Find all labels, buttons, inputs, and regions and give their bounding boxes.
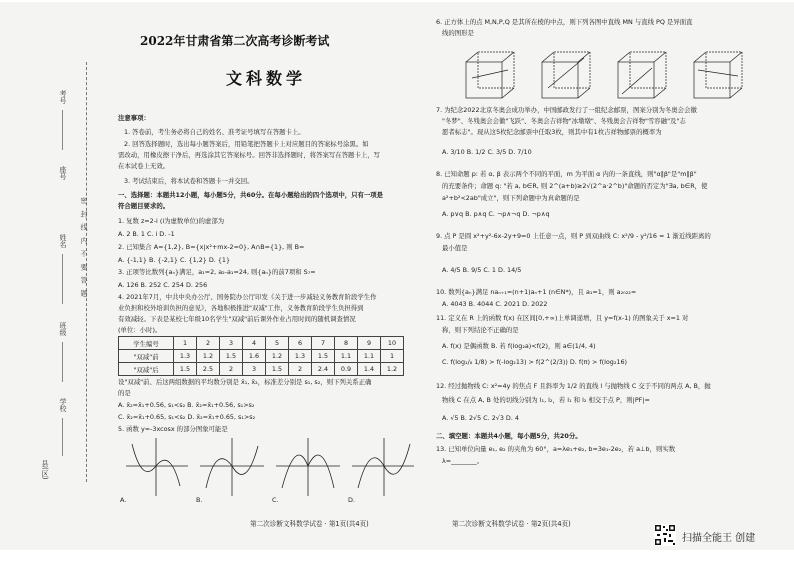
question-line: 6. 正方体上的点 M,N,P,Q 是其所在棱的中点，则下列各图中直线 MN 与直线 PQ 是异面直 <box>436 18 693 26</box>
table-cell: 1.5 <box>312 350 335 363</box>
page-2 <box>432 2 794 550</box>
table-cell: 10 <box>381 337 404 350</box>
seal-text: 密 封 线 内 不 要 答 题 <box>80 197 88 299</box>
table-cell: 1.6 <box>243 350 266 363</box>
exam-title: 2022年甘肃省第二次高考诊断考试 <box>140 34 330 48</box>
options-line: C. f(log₁/₈ 1/8) > f(-log₂13) > f(2^(2/3)) D. f(π) > f(log₂16) <box>442 358 628 366</box>
notice-line: 3. 考试结束后，将本试卷和答题卡一并交回。 <box>124 177 254 185</box>
divider <box>62 418 63 456</box>
table-cell: 1.5 <box>174 363 197 376</box>
question-line: 3. 正项等比数列{aₙ}满足，a₁=2, a₂-a₁=24, 则{aₙ}的前7项和 S₇= <box>118 268 316 276</box>
table-cell: 2.5 <box>197 363 220 376</box>
question-line: 8. 已知命题 p: 若 α, β 表示两个不同的平面，m 为平面 α 内的一条直线，则"α∥β"是"m∥β" <box>436 170 697 178</box>
table-cell: 3 <box>220 337 243 350</box>
function-graphs <box>118 434 418 504</box>
notice-line: 2. 回答选择题时，选出每小题答案后，用铅笔把答题卡上对应题目的答案标号涂黑。如 <box>124 140 369 148</box>
notice-line: 需改动，用橡皮擦干净后，再选涂其它答案标号。回答非选择题时，将答案写在答题卡上，写 <box>118 151 381 159</box>
table-cell: 2 <box>220 363 243 376</box>
question-line: 10. 数列{aₙ}满足 naₙ₊₁=(n+1)aₙ+1 (n∈N*)，且 a₁=1，则 a₂₀₂₂= <box>436 288 637 296</box>
options-line: A. x̄₂=x̄₁+0.56, s₁<s₂ B. x̄₂=x̄₁+0.56, s₁>s₂ <box>118 401 255 409</box>
question-line: 有效减轻。下表是某校七年级10名学生"双减"前后课外作业占用时间的随机调查情况 <box>118 315 356 323</box>
options-line: A. 3/10 B. 1/2 C. 3/5 D. 7/10 <box>442 148 532 156</box>
table-cell: 1.2 <box>381 363 404 376</box>
question-line: 12. 经过抛物线 C: x²=4y 的焦点 F 且斜率为 1/2 的直线 l 与抛物线 C 交于不同的两点 A, B，抛 <box>436 382 711 390</box>
question-line: 线的图形是 <box>442 29 474 37</box>
option-label: B. <box>196 496 203 504</box>
data-table <box>118 336 404 376</box>
table-cell: 0.9 <box>335 363 358 376</box>
table-cell: 1.1 <box>358 350 381 363</box>
subject-title: 文科数学 <box>226 69 307 88</box>
divider <box>62 110 63 150</box>
page-footer: 第二次诊断文科数学试卷 · 第1页(共4页) <box>250 520 369 528</box>
table-cell: 6 <box>289 337 312 350</box>
table-cell: 4 <box>243 337 266 350</box>
question-line: 9. 点 P 是圆 x²+y²-6x-2y+9=0 上任意一点，则 P 到双曲线 C: x²/9 - y²/16 = 1 渐近线距离的 <box>436 232 711 240</box>
table-cell: 2 <box>289 363 312 376</box>
table-cell: 1.2 <box>197 350 220 363</box>
page-1 <box>100 2 430 550</box>
question-line: 最小值是 <box>442 244 468 252</box>
options-line: C. x̄₂=x̄₁+0.65, s₁<s₂ D. x̄₂=x̄₁+0.65, s₁>s₂ <box>118 413 256 421</box>
question-line: (单位：小时)。 <box>118 326 162 334</box>
question-line: 5. 函数 y=-3xcosx 的部分图象可能是 <box>118 425 228 433</box>
label-county: 县(区) <box>41 460 49 480</box>
divider <box>62 342 63 382</box>
question-line: 11. 定义在 R 上的函数 f(x) 在区间[0,+∞)上单调递增，且 y=f(x-1) 的图象关于 x=1 对 <box>436 314 689 322</box>
table-cell: 1.5 <box>266 363 289 376</box>
question-line: 2. 已知集合 A={1,2}, B={x|x²+mx-2=0}, A∩B={1}, 则 B= <box>118 243 305 251</box>
table-cell: 1.4 <box>358 363 381 376</box>
notice-line: 1. 答卷前，考生务必将自己的姓名、准考证号填写在答题卡上。 <box>124 128 305 136</box>
option-label: C. <box>272 496 279 504</box>
question-line: a²+b²<2ab"成立"，则下列命题中为真命题的是 <box>442 194 580 202</box>
question-line: 的是 <box>118 389 131 397</box>
page-footer: 第二次诊断文科数学试卷 · 第2页(共4页) <box>452 520 571 528</box>
exam-sheet <box>0 2 794 550</box>
table-row <box>119 363 404 376</box>
question-line: "冬梦"、冬残奥会会徽"飞跃"、冬奥会吉祥物"冰墩墩"、冬残奥会吉祥物"雪容融"及"志 <box>442 117 686 125</box>
question-line: 的充要条件；命题 q: "若 a, b∈R, 则 2^(a+b)≥2√(2^a·2^b)"命题的否定为"∃a, b∈R，使 <box>442 182 708 190</box>
table-cell: 9 <box>358 337 381 350</box>
table-cell: 8 <box>335 337 358 350</box>
section-heading-cont: 符合题目要求的。 <box>118 202 170 210</box>
option-label: A. <box>120 496 127 504</box>
options-line: A. √5 B. 2√5 C. 2√3 D. 4 <box>442 414 519 422</box>
question-line: 7. 为纪念2022北京冬奥会成功举办，中国邮政发行了一组纪念邮票，图案分别为冬奥会会徽 <box>436 106 697 114</box>
table-cell: 1.1 <box>335 350 358 363</box>
question-line: λ=________。 <box>442 457 484 465</box>
table-cell: 1.3 <box>174 350 197 363</box>
options-line: A. p∨q B. p∧q C. ¬p∧¬q D. ¬p∧q <box>442 210 550 218</box>
section-heading: 二、填空题：本题共4小题，每小题5分，共20分。 <box>436 432 582 440</box>
question-line: 1. 复数 z=2-i (i为虚数单位)的虚部为 <box>118 217 225 225</box>
options-line: A. 4043 B. 4044 C. 2021 D. 2022 <box>442 300 548 308</box>
table-row <box>119 337 404 350</box>
table-row <box>119 350 404 363</box>
options-line: A. f(x) 是偶函数 B. 若 f(log₂a)<f(2)，则 a∈(1/4, 4) <box>442 342 596 350</box>
question-line: 称，则下列结论不正确的是 <box>442 326 519 334</box>
table-cell: 2 <box>197 337 220 350</box>
table-cell: 1 <box>381 350 404 363</box>
table-cell: 3 <box>243 363 266 376</box>
label-exam-number: 考号 <box>59 90 67 104</box>
options-line: A. 4/5 B. 9/5 C. 1 D. 14/5 <box>442 266 522 274</box>
scanner-watermark: 扫描全能王 创建 <box>682 533 756 544</box>
options-line: A. {-1,1} B. {-2,1} C. {1,2} D. {1} <box>118 256 231 264</box>
table-cell: 2.4 <box>312 363 335 376</box>
notice-line: 在本试卷上无效。 <box>118 162 170 170</box>
question-line: 愿者标志"。现从这5枚纪念邮票中任取3枚，则其中有1枚吉祥物邮票的概率为 <box>442 128 662 136</box>
cube-figures <box>462 48 762 102</box>
label-seat: 座号 <box>59 166 67 180</box>
table-cell: "双减"前 <box>119 350 174 363</box>
table-cell: "双减"后 <box>119 363 174 376</box>
option-label: D. <box>348 496 355 504</box>
table-cell: 1.2 <box>266 350 289 363</box>
question-line: 4. 2021年7月，中共中央办公厅、国务院办公厅印发《关于进一步减轻义务教育阶段学生作 <box>118 293 377 301</box>
question-line: 物线 C 在点 A, B 处的切线分别为 l₁, l₂，若 l₁ 和 l₂ 相交于点 P，则|PF|= <box>442 396 650 404</box>
options-line: A. 2 B. 1 C. i D. -1 <box>118 230 175 238</box>
question-line: 业负担和校外培训负担的意见》，各地积极推进"双减"工作，义务教育阶段学生负担得到 <box>118 304 364 312</box>
question-line: 设"双减"前、后这两组数据的平均数分别是 x̄₁, x̄₂，标准差分别是 s₁, s₂，则下列关系正确 <box>118 378 372 386</box>
label-school: 学校 <box>59 398 67 412</box>
notice-title: 注意事项： <box>118 114 150 122</box>
table-cell: 1.3 <box>289 350 312 363</box>
label-name: 姓名 <box>59 234 67 248</box>
table-cell: 5 <box>266 337 289 350</box>
binding-margin <box>0 2 100 550</box>
label-class: 班级 <box>59 322 67 336</box>
question-line: 13. 已知单位向量 e₁, e₂ 的夹角为 60°，a=λe₁+e₂, b=3e₁-2e₂，若 a⊥b，则实数 <box>436 445 676 453</box>
section-heading: 一、选择题：本题共12小题，每小题5分，共60分。在每小题给出的四个选项中，只有一项是 <box>118 191 384 199</box>
options-line: A. 126 B. 252 C. 254 D. 256 <box>118 281 208 289</box>
divider <box>62 254 63 304</box>
table-cell: 1.5 <box>220 350 243 363</box>
qr-code-icon <box>654 524 676 546</box>
table-cell: 7 <box>312 337 335 350</box>
table-cell: 学生编号 <box>119 337 174 350</box>
table-cell: 1 <box>174 337 197 350</box>
